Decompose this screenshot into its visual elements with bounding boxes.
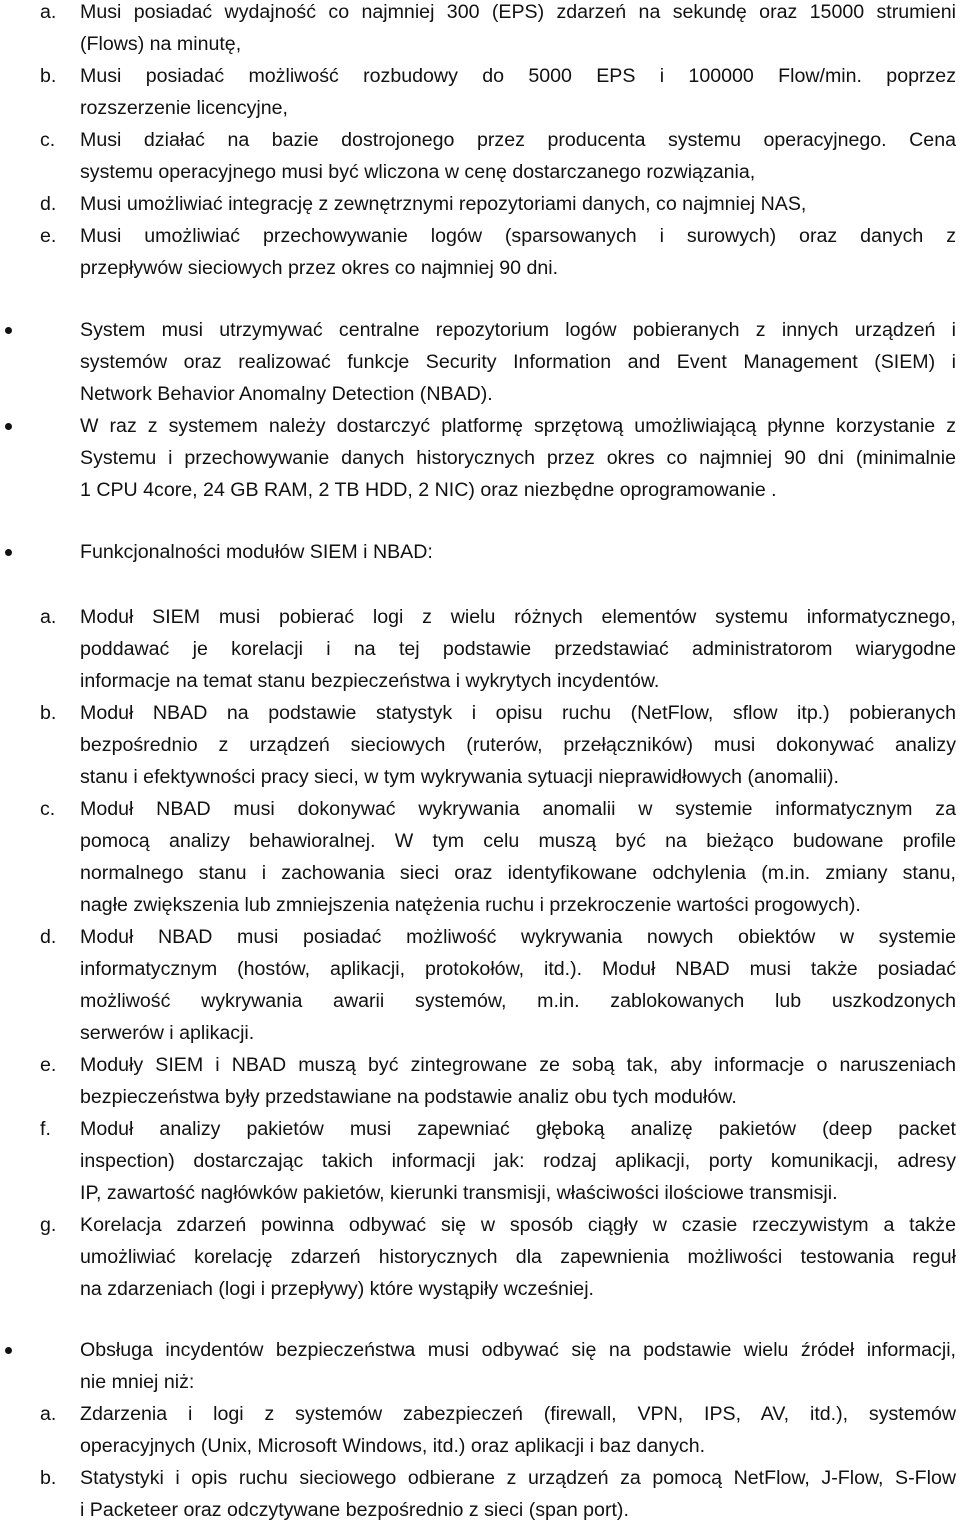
siem-item-text-line: możliwość wykrywania awarii systemów, m.in. zablokowanych lub uszkodzonych xyxy=(80,990,956,1012)
siem-item-text-line: Moduł NBAD musi dokonywać wykrywania anomalii w systemie informatycznym za xyxy=(80,798,956,820)
siem-item-text-line: Korelacja zdarzeń powinna odbywać się w sposób ciągły w czasie rzeczywistym a także xyxy=(80,1214,956,1236)
siem-item-text-line: nagłe zwiększenia lub zmniejszenia natężenia ruchu i przekroczenie wartości progowych). xyxy=(80,894,861,916)
list-item-text-line: przepływów sieciowych przez okres co najmniej 90 dni. xyxy=(80,257,559,279)
siem-item-text-line: Moduł analizy pakietów musi zapewniać głęboką analizę pakietów (deep packet xyxy=(80,1118,956,1140)
list-item-text-line: (Flows) na minutę, xyxy=(80,33,242,55)
siem-item-text-line: informacje na temat stanu bezpieczeństwa i wykrytych incydentów. xyxy=(80,670,660,692)
siem-item-marker: f. xyxy=(40,1118,51,1140)
siem-item-text-line: bezpieczeństwa były przedstawiane na podstawie analiz obu tych modułów. xyxy=(80,1086,737,1108)
siem-item-marker: g. xyxy=(40,1214,57,1236)
siem-item-marker: a. xyxy=(40,606,57,628)
incident-item-marker: b. xyxy=(40,1467,57,1489)
siem-item-text-line: poddawać je korelacji i na tej podstawie przedstawiać administratorom wiarygodne xyxy=(80,638,956,660)
bullet-point xyxy=(5,549,12,556)
siem-item-text-line: inspection) dostarczając takich informacji jak: rodzaj aplikacji, porty komunikacji, adresy xyxy=(80,1150,956,1172)
siem-item-text-line: umożliwiać korelację zdarzeń historycznych dla zapewnienia możliwości testowania reguł xyxy=(80,1246,956,1268)
list-item-text-line: rozszerzenie licencyjne, xyxy=(80,97,289,119)
bullet-point xyxy=(5,423,12,430)
bullet-point xyxy=(5,327,12,334)
siem-item-text-line: na zdarzeniach (logi i przepływy) które wystąpiły wcześniej. xyxy=(80,1278,594,1300)
bullet-item-text-line: systemów oraz realizować funkcje Security Information and Event Management (SIEM) i xyxy=(80,351,956,373)
siem-item-marker: c. xyxy=(40,798,56,820)
list-item-text-line: systemu operacyjnego musi być wliczona w cenę dostarczanego rozwiązania, xyxy=(80,161,756,183)
siem-item-marker: b. xyxy=(40,702,57,724)
bullet-item-text-line: Obsługa incydentów bezpieczeństwa musi odbywać się na podstawie wielu źródeł informacji, xyxy=(80,1339,956,1361)
bullet-item-text-line: 1 CPU 4core, 24 GB RAM, 2 TB HDD, 2 NIC) oraz niezbędne oprogramowanie . xyxy=(80,479,777,501)
bullet-item-text-line: Systemu i przechowywanie danych historycznych przez okres co najmniej 90 dni (minimalnie xyxy=(80,447,956,469)
bullet-point xyxy=(5,1347,12,1354)
siem-item-text-line: bezpośrednio z urządzeń sieciowych (ruterów, przełączników) musi dokonywać analizy xyxy=(80,734,956,756)
bullet-item-text-line: Funkcjonalności modułów SIEM i NBAD: xyxy=(80,541,433,563)
siem-item-marker: d. xyxy=(40,926,57,948)
list-item-text-line: Musi działać na bazie dostrojonego przez producenta systemu operacyjnego. Cena xyxy=(80,129,956,151)
bullet-item-text-line: nie mniej niż: xyxy=(80,1371,195,1393)
siem-item-text-line: Moduł NBAD musi posiadać możliwość wykrywania nowych obiektów w systemie xyxy=(80,926,956,948)
bullet-item-text-line: System musi utrzymywać centralne repozytorium logów pobieranych z innych urządzeń i xyxy=(80,319,956,341)
siem-item-text-line: Moduł SIEM musi pobierać logi z wielu różnych elementów systemu informatycznego, xyxy=(80,606,956,628)
list-item-marker: c. xyxy=(40,129,56,151)
list-item-marker: b. xyxy=(40,65,57,87)
list-item-text-line: Musi umożliwiać przechowywanie logów (sparsowanych i surowych) oraz danych z xyxy=(80,225,956,247)
incident-item-text-line: operacyjnych (Unix, Microsoft Windows, itd.) oraz aplikacji i baz danych. xyxy=(80,1435,706,1457)
list-item-marker: d. xyxy=(40,193,57,215)
siem-item-text-line: serwerów i aplikacji. xyxy=(80,1022,255,1044)
list-item-text-line: Musi posiadać wydajność co najmniej 300 (EPS) zdarzeń na sekundę oraz 15000 strumieni xyxy=(80,1,956,23)
list-item-marker: a. xyxy=(40,1,57,23)
siem-item-text-line: pomocą analizy behawioralnej. W tym celu muszą być na bieżąco budowane profile xyxy=(80,830,956,852)
incident-item-marker: a. xyxy=(40,1403,57,1425)
siem-item-text-line: IP, zawartość nagłówków pakietów, kierunki transmisji, właściwości ilościowe transmisji. xyxy=(80,1182,838,1204)
incident-item-text-line: Statystyki i opis ruchu sieciowego odbierane z urządzeń za pomocą NetFlow, J-Flow, S-Flow xyxy=(80,1467,956,1489)
siem-item-text-line: Moduł NBAD na podstawie statystyk i opisu ruchu (NetFlow, sflow itp.) pobieranych xyxy=(80,702,956,724)
incident-item-text-line: Zdarzenia i logi z systemów zabezpieczeń (firewall, VPN, IPS, AV, itd.), systemów xyxy=(80,1403,956,1425)
siem-item-text-line: Moduły SIEM i NBAD muszą być zintegrowane ze sobą tak, aby informacje o naruszeniach xyxy=(80,1054,956,1076)
siem-item-marker: e. xyxy=(40,1054,57,1076)
siem-item-text-line: normalnego stanu i zachowania sieci oraz identyfikowane odchylenia (m.in. zmiany stanu, xyxy=(80,862,956,884)
bullet-item-text-line: Network Behavior Anomalny Detection (NBAD). xyxy=(80,383,493,405)
list-item-marker: e. xyxy=(40,225,57,247)
list-item-text-line: Musi umożliwiać integrację z zewnętrznymi repozytoriami danych, co najmniej NAS, xyxy=(80,193,807,215)
siem-item-text-line: informatycznym (hostów, aplikacji, protokołów, itd.). Moduł NBAD musi także posiadać xyxy=(80,958,956,980)
incident-item-text-line: i Packeteer oraz odczytywane bezpośrednio z sieci (span port). xyxy=(80,1499,629,1521)
bullet-item-text-line: W raz z systemem należy dostarczyć platformę sprzętową umożliwiającą płynne korzystanie z xyxy=(80,415,956,437)
siem-item-text-line: stanu i efektywności pracy sieci, w tym wykrywania sytuacji nieprawidłowych (anomalii). xyxy=(80,766,839,788)
list-item-text-line: Musi posiadać możliwość rozbudowy do 5000 EPS i 100000 Flow/min. poprzez xyxy=(80,65,956,87)
